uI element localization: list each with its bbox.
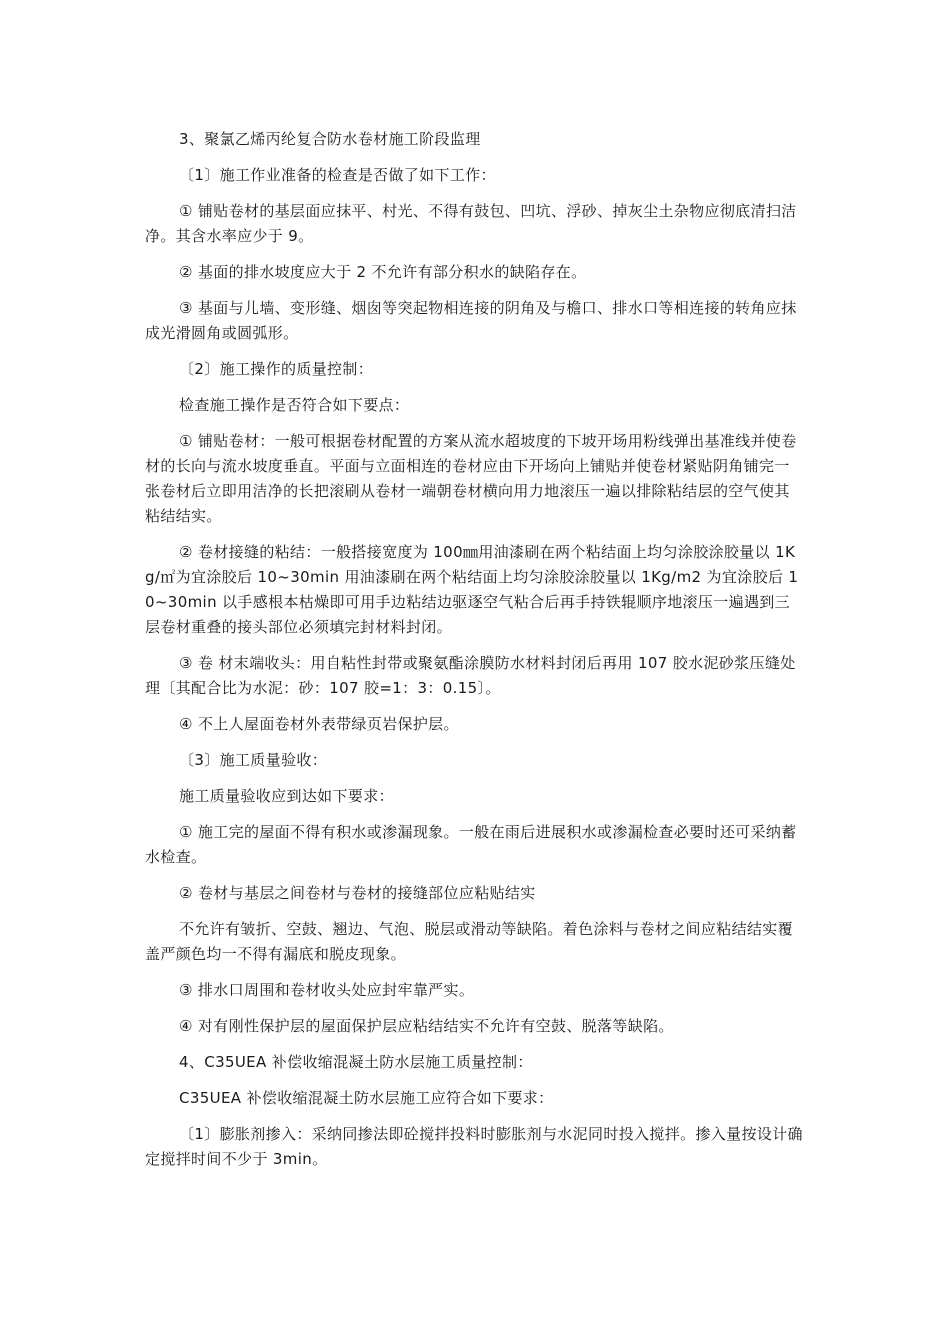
paragraph: 不允许有皱折、空鼓、翘边、气泡、脱层或滑动等缺陷。着色涂料与卷材之间应粘结结实覆盖严颜色均一不得有漏底和脱皮现象。 bbox=[145, 920, 794, 963]
paragraph: ① 施工完的屋面不得有积水或渗漏现象。一般在雨后进展积水或渗漏检查必要时还可采纳蓄水检查。 bbox=[145, 823, 797, 866]
paragraph: 施工质量验收应到达如下要求： bbox=[179, 787, 394, 805]
paragraph: 〔1〕膨胀剂掺入：采纳同掺法即砼搅拌投料时膨胀剂与水泥同时投入搅拌。掺入量按设计确定搅拌时间不少于 3min。 bbox=[145, 1125, 803, 1168]
section-heading-4: 4、C35UEA 补偿收缩混凝土防水层施工质量控制： bbox=[179, 1053, 533, 1071]
document-body bbox=[145, 127, 805, 1183]
paragraph: ③ 排水口周围和卷材收头处应封牢靠严实。 bbox=[179, 981, 475, 999]
paragraph: ① 铺贴卷材的基层面应抹平、村光、不得有鼓包、凹坑、浮砂、掉灰尘土杂物应彻底清扫洁净。其含水率应少于 9。 bbox=[145, 202, 797, 245]
section-heading-3: 3、聚氯乙烯丙纶复合防水卷材施工阶段监理 bbox=[179, 130, 481, 148]
subsection-heading-1: 〔1〕施工作业准备的检查是否做了如下工作： bbox=[179, 166, 496, 184]
paragraph: ② 卷材接缝的粘结：一般搭接宽度为 100㎜用油漆刷在两个粘结面上均匀涂胶涂胶量以 1Kg/㎡为宜涂胶后 10~30min 用油漆刷在两个粘结面上均匀涂胶涂胶量以 1Kg/m2 为宜涂胶后 10~30min 以手感根本枯燥即可用手边粘结边驱逐空气粘合后再手持铁辊顺序地滚压一遍遇到三层卷材重叠的接头部位必须填完封材料封闭。 bbox=[145, 543, 799, 636]
paragraph: ③ 卷 材末端收头：用自粘性封带或聚氨酯涂膜防水材料封闭后再用 107 胶水泥砂浆压缝处理〔其配合比为水泥：砂：107 胶=1：3：0.15〕。 bbox=[145, 654, 796, 697]
subsection-heading-3: 〔3〕施工质量验收： bbox=[179, 751, 328, 769]
paragraph: ② 卷材与基层之间卷材与卷材的接缝部位应粘贴结实 bbox=[179, 884, 536, 902]
paragraph: ② 基面的排水坡度应大于 2 不允许有部分积水的缺陷存在。 bbox=[179, 263, 587, 281]
paragraph: ④ 对有刚性保护层的屋面保护层应粘结结实不允许有空鼓、脱落等缺陷。 bbox=[179, 1017, 674, 1035]
paragraph: ④ 不上人屋面卷材外表带绿页岩保护层。 bbox=[179, 715, 459, 733]
paragraph: C35UEA 补偿收缩混凝土防水层施工应符合如下要求： bbox=[179, 1089, 554, 1107]
paragraph: ① 铺贴卷材：一般可根据卷材配置的方案从流水超坡度的下坡开场用粉线弹出基准线并使卷材的长向与流水坡度垂直。平面与立面相连的卷材应由下开场向上铺贴并使卷材紧贴阴角铺完一张卷材后立即用洁净的长把滚刷从卷材一端朝卷材横向用力地滚压一遍以排除粘结层的空气使其粘结结实。 bbox=[145, 432, 797, 525]
paragraph: ③ 基面与儿墙、变形缝、烟囱等突起物相连接的阴角及与檐口、排水口等相连接的转角应抹成光滑圆角或圆弧形。 bbox=[145, 299, 797, 342]
subsection-heading-2: 〔2〕施工操作的质量控制： bbox=[179, 360, 374, 378]
paragraph: 检查施工操作是否符合如下要点： bbox=[179, 396, 410, 414]
